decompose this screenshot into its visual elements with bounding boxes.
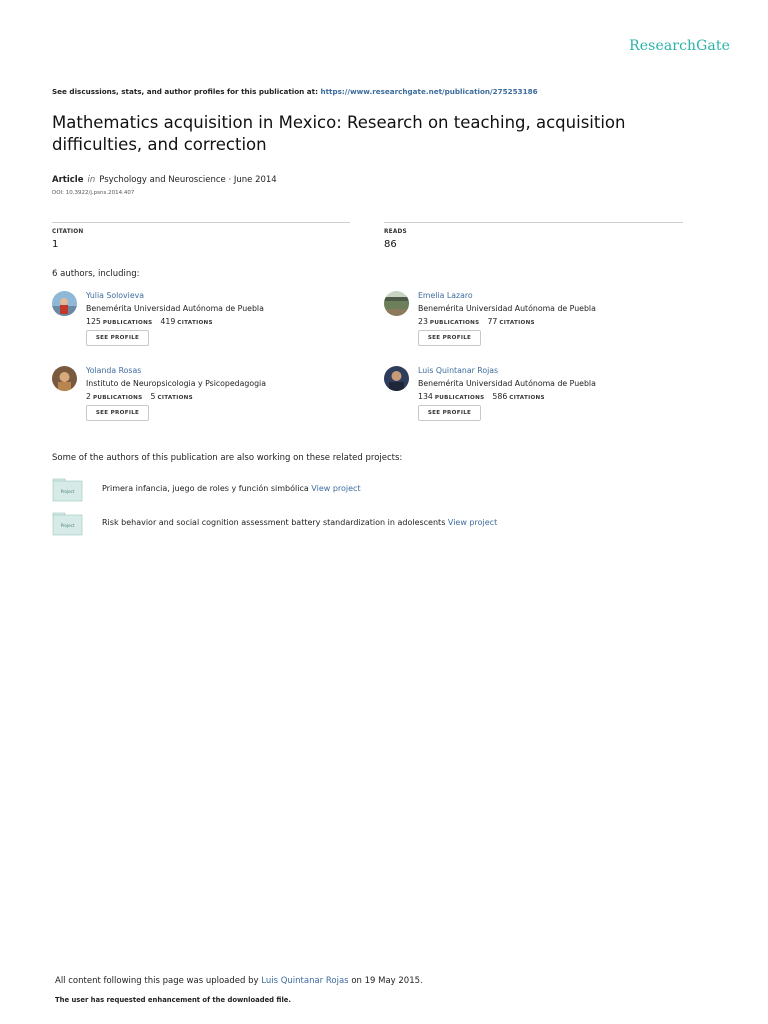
authors-heading: 6 authors, including: — [52, 269, 140, 279]
author-name-link[interactable]: Luis Quintanar Rojas — [418, 366, 499, 375]
see-profile-button[interactable]: SEE PROFILE — [418, 330, 481, 346]
uploaded-prefix: All content following this page was uploaded by — [55, 976, 259, 986]
citations-count: 419 — [160, 317, 176, 326]
avatar[interactable] — [384, 366, 409, 391]
author-name-link[interactable]: Yulia Solovieva — [86, 291, 145, 300]
citations-label: CITATIONS — [157, 395, 193, 401]
author-stats — [86, 317, 221, 326]
citation-value: 1 — [52, 239, 59, 250]
enhancement-note: The user has requested enhancement of the downloaded file. — [55, 996, 291, 1004]
publication-doi: DOI: 10.3922/j.psns.2014.407 — [52, 190, 135, 196]
reads-divider — [384, 222, 683, 223]
citations-count: 77 — [487, 317, 498, 326]
publication-type: Article — [52, 175, 84, 185]
author-institution: Benemérita Universidad Autónoma de Puebla — [418, 304, 596, 313]
publication-venue-date: Psychology and Neuroscience · June 2014 — [99, 175, 277, 185]
project-folder-icon[interactable] — [52, 512, 83, 536]
project-folder-icon[interactable] — [52, 478, 83, 502]
author-card — [384, 291, 704, 355]
in-word: in — [87, 175, 96, 185]
project-title: Risk behavior and social cognition assessment battery standardization in adolescents — [102, 518, 446, 527]
project-icon-label: Project — [60, 523, 75, 528]
author-card — [52, 366, 372, 430]
publications-label: PUBLICATIONS — [429, 320, 480, 326]
avatar[interactable] — [52, 366, 77, 391]
uploaded-suffix: on 19 May 2015. — [351, 976, 423, 986]
reads-label: READS — [384, 229, 407, 235]
avatar[interactable] — [52, 291, 77, 316]
publications-count: 23 — [418, 317, 428, 326]
view-project-link[interactable]: View project — [447, 518, 498, 527]
citations-count: 5 — [150, 392, 156, 401]
publications-label: PUBLICATIONS — [102, 320, 153, 326]
avatar[interactable] — [384, 291, 409, 316]
author-stats — [418, 392, 553, 401]
publication-url-link[interactable]: https://www.researchgate.net/publication/275253186 — [320, 87, 538, 96]
view-project-link[interactable]: View project — [311, 484, 361, 493]
researchgate-logo[interactable]: ResearchGate — [629, 38, 730, 54]
publications-count: 2 — [86, 392, 91, 401]
upload-info — [55, 976, 423, 986]
author-stats — [86, 392, 201, 401]
discussions-text: See discussions, stats, and author profiles for this publication at: — [52, 87, 318, 96]
project-text — [102, 518, 497, 527]
project-item — [52, 512, 672, 538]
author-name-link[interactable]: Yolanda Rosas — [86, 366, 142, 375]
project-title: Primera infancia, juego de roles y función simbólica — [102, 484, 309, 493]
author-institution: Benemérita Universidad Autónoma de Puebla — [418, 379, 596, 388]
citations-label: CITATIONS — [499, 320, 535, 326]
publication-title: Mathematics acquisition in Mexico: Research on teaching, acquisition difficulties, and correction — [52, 113, 626, 154]
citations-label: CITATIONS — [509, 395, 545, 401]
author-name-link[interactable]: Emelia Lazaro — [418, 291, 473, 300]
projects-heading: Some of the authors of this publication are also working on these related projects: — [52, 453, 403, 463]
project-icon-label: Project — [60, 489, 75, 494]
publications-count: 134 — [418, 392, 433, 401]
reads-value: 86 — [384, 239, 397, 250]
see-profile-button[interactable]: SEE PROFILE — [418, 405, 481, 421]
see-profile-button[interactable]: SEE PROFILE — [86, 405, 149, 421]
discussions-line — [52, 87, 538, 96]
publication-meta — [52, 175, 277, 185]
author-institution: Instituto de Neuropsicologia y Psicopedagogia — [86, 379, 267, 388]
citations-count: 586 — [492, 392, 508, 401]
publications-count: 125 — [86, 317, 101, 326]
project-item — [52, 478, 672, 504]
author-card — [52, 291, 372, 355]
author-institution: Benemérita Universidad Autónoma de Puebla — [86, 304, 264, 313]
project-text — [102, 484, 361, 493]
publications-label: PUBLICATIONS — [434, 395, 485, 401]
author-card — [384, 366, 704, 430]
citation-divider — [52, 222, 350, 223]
see-profile-button[interactable]: SEE PROFILE — [86, 330, 149, 346]
uploader-link[interactable]: Luis Quintanar Rojas — [261, 976, 349, 986]
publications-label: PUBLICATIONS — [92, 395, 143, 401]
citations-label: CITATIONS — [177, 320, 213, 326]
author-stats — [418, 317, 543, 326]
citation-label: CITATION — [52, 229, 84, 235]
